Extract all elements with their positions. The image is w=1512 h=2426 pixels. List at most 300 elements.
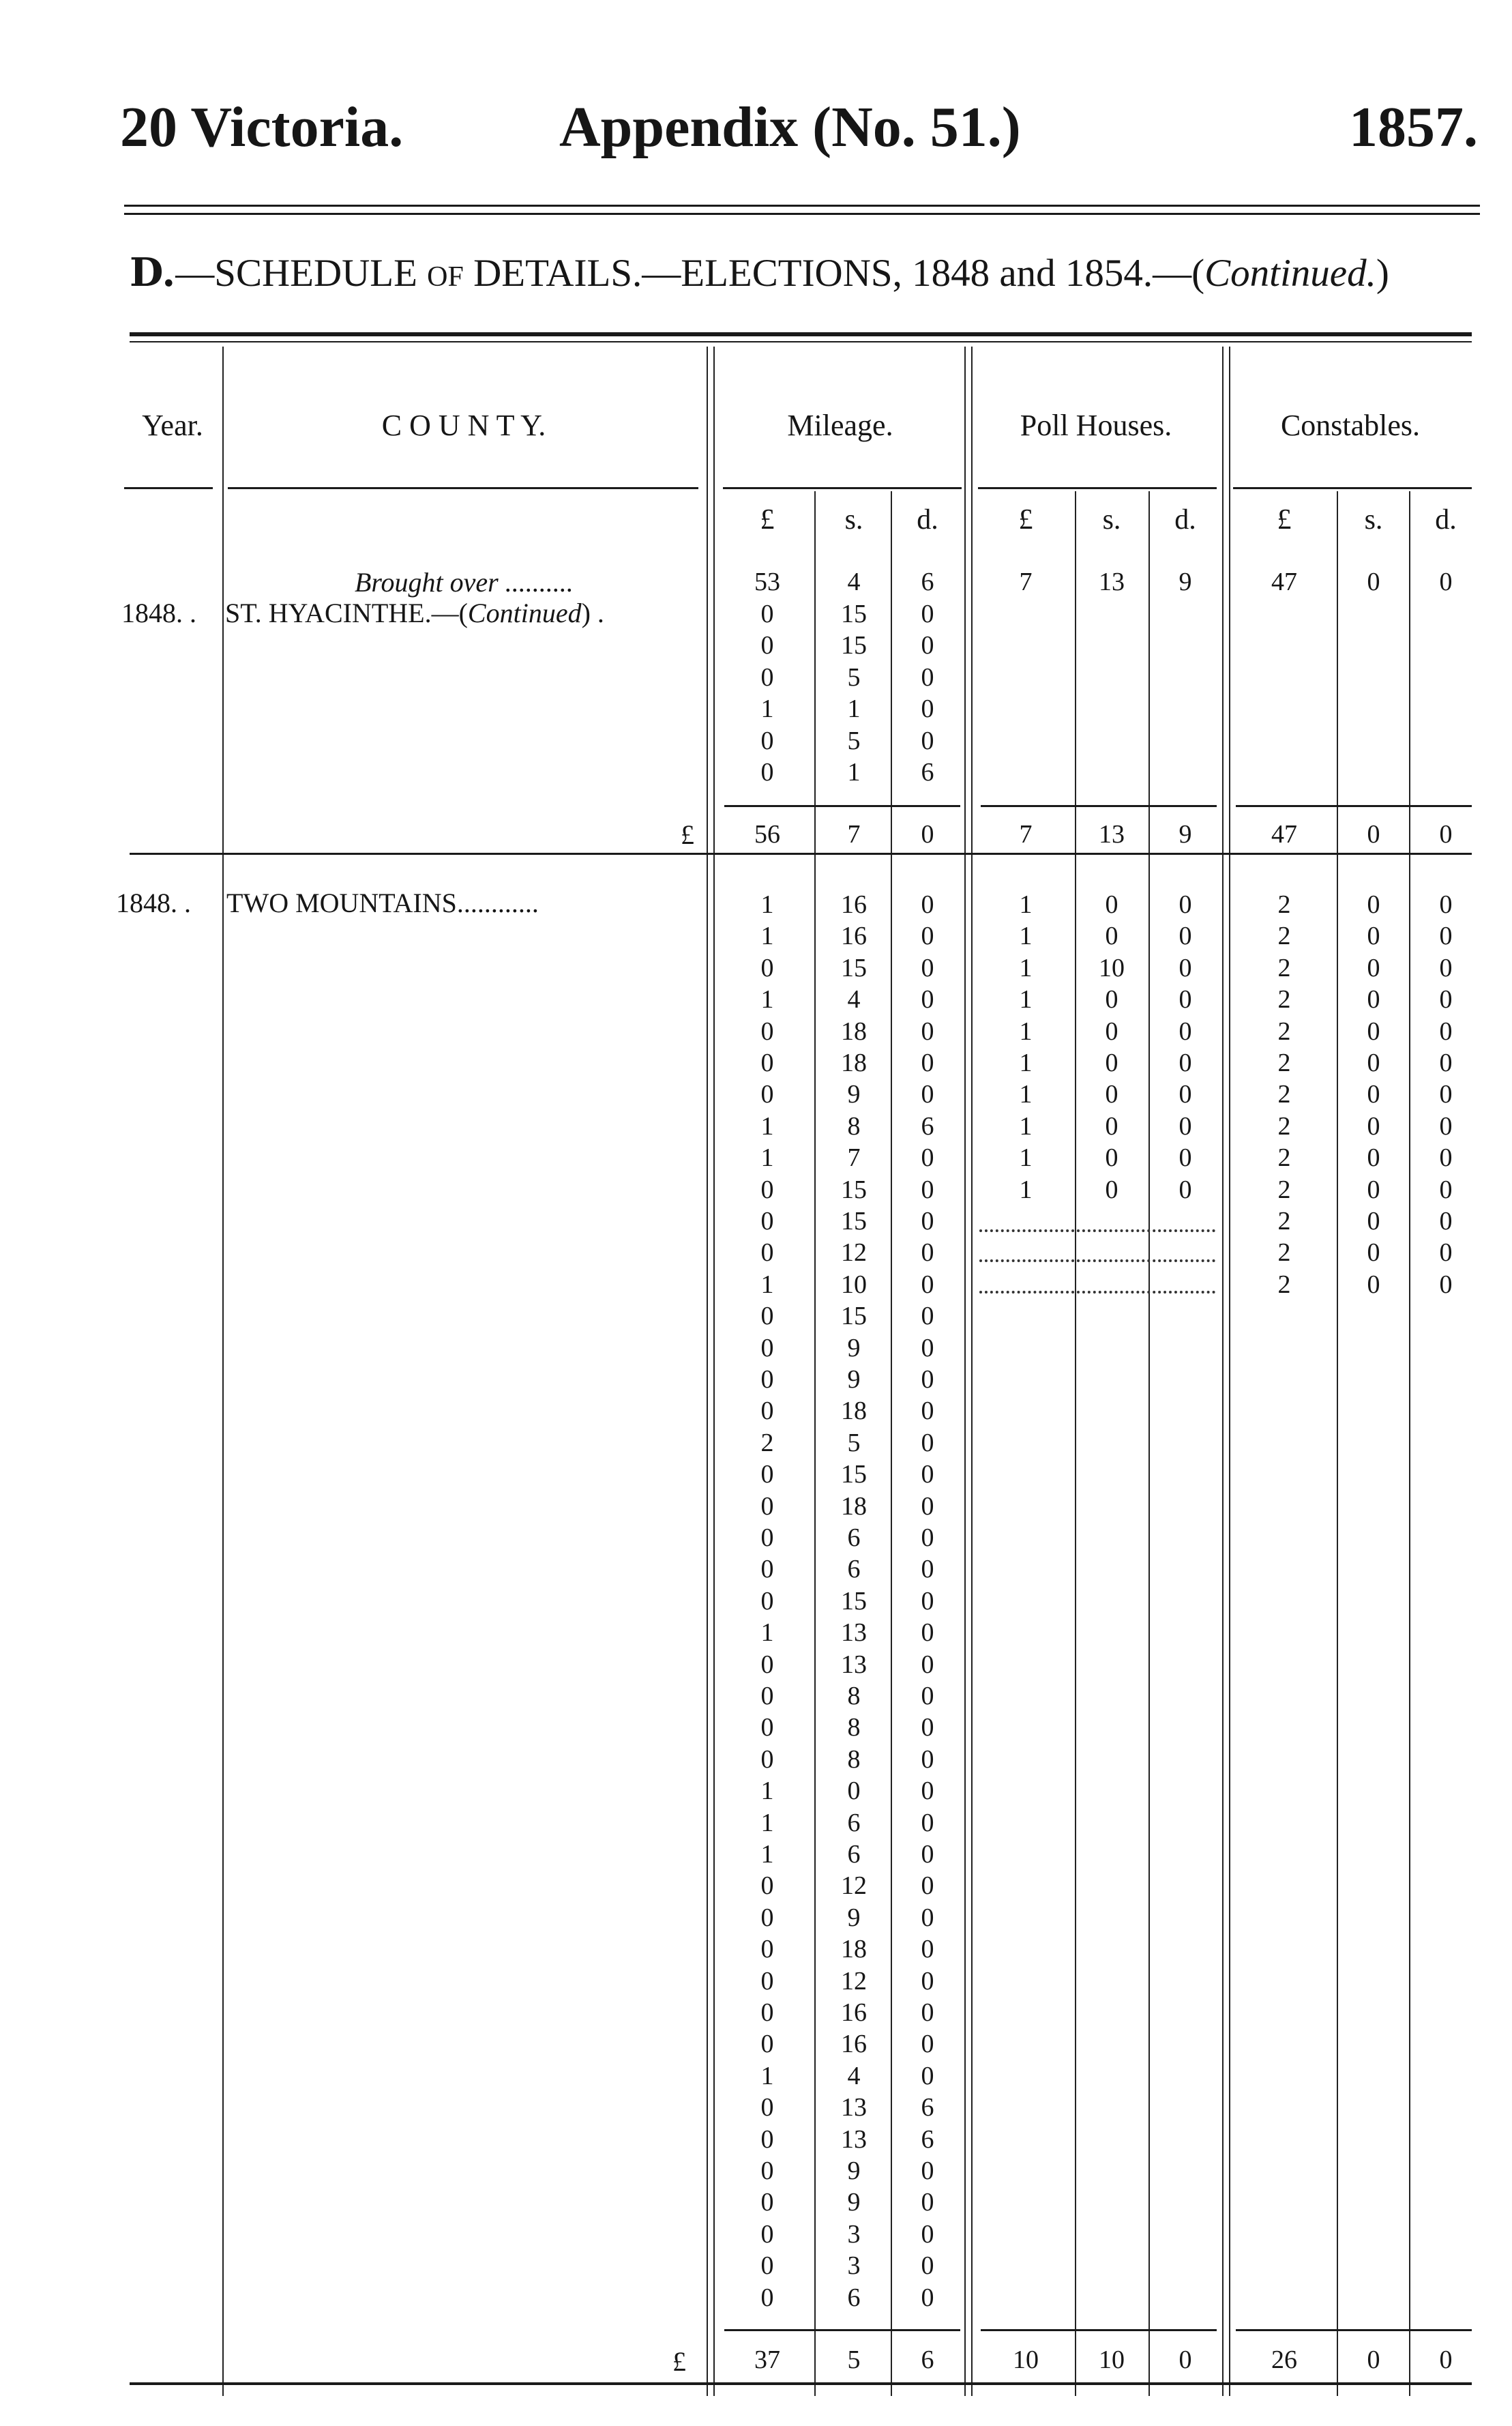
table-cell: 6 bbox=[847, 1808, 861, 1837]
total-cell: 0 bbox=[1367, 820, 1380, 849]
table-cell: 0 bbox=[760, 2188, 774, 2217]
rule-year-county bbox=[222, 347, 224, 2396]
table-cell: 9 bbox=[847, 1333, 861, 1362]
table-cell: 0 bbox=[921, 1017, 934, 1046]
table-cell: 2 bbox=[1277, 1049, 1291, 1077]
table-cell: 1 bbox=[760, 1143, 774, 1173]
table-cell: 15 bbox=[841, 953, 867, 982]
table-cell: 1 bbox=[1019, 1080, 1033, 1109]
table-cell: 0 bbox=[760, 1397, 774, 1426]
section1-year: 1848. . bbox=[121, 598, 196, 628]
table-cell: 0 bbox=[760, 1365, 774, 1394]
table-cell: 0 bbox=[921, 726, 934, 755]
table-top-rule bbox=[130, 332, 1472, 336]
table-cell: 0 bbox=[760, 2157, 774, 2185]
table-cell: 0 bbox=[921, 1682, 934, 1710]
schedule-title: D.—SCHEDULE OF DETAILS.—ELECTIONS, 1848 and 1854.—(Continued.) bbox=[130, 250, 1389, 295]
table-cell: 16 bbox=[841, 2030, 867, 2059]
table-cell: 0 bbox=[921, 1808, 934, 1837]
table-cell: 0 bbox=[760, 599, 774, 628]
table-cell: 2 bbox=[1277, 1207, 1291, 1236]
table-cell: 0 bbox=[1367, 1175, 1380, 1204]
table-cell: 0 bbox=[760, 2093, 774, 2122]
table-cell: 10 bbox=[1099, 953, 1125, 982]
table-cell: 15 bbox=[841, 1175, 867, 1204]
header-rule-bottom bbox=[124, 213, 1480, 215]
table-cell: 16 bbox=[841, 1998, 867, 2027]
total-cell: 26 bbox=[1271, 2345, 1297, 2374]
table-cell: 0 bbox=[921, 2283, 934, 2312]
table-cell: 0 bbox=[760, 1491, 774, 1521]
table-cell: 0 bbox=[921, 1555, 934, 1584]
table-cell: 0 bbox=[760, 1586, 774, 1616]
table-cell: 18 bbox=[841, 1017, 867, 1046]
table-cell: 1 bbox=[760, 1618, 774, 1648]
table-cell: 0 bbox=[847, 1777, 861, 1806]
table-cell: 0 bbox=[760, 1207, 774, 1236]
section2-total-rule-poll bbox=[981, 2329, 1217, 2331]
table-cell: 0 bbox=[1439, 985, 1453, 1014]
header-underline-pollhouses bbox=[978, 487, 1217, 489]
table-cell: 0 bbox=[1367, 1017, 1380, 1046]
table-cell: 2 bbox=[1277, 1080, 1291, 1109]
table-cell: 15 bbox=[841, 631, 867, 660]
section2-total-rule-mileage bbox=[724, 2329, 960, 2331]
table-cell: 2 bbox=[760, 1428, 774, 1457]
total-cell: 7 bbox=[1019, 820, 1033, 849]
table-cell: 16 bbox=[841, 890, 867, 919]
table-cell: 0 bbox=[760, 1966, 774, 1996]
table-cell: 1 bbox=[760, 1111, 774, 1141]
table-cell: 1 bbox=[1019, 1111, 1033, 1141]
rule-mileage-shilling bbox=[891, 491, 892, 2396]
table-cell: 0 bbox=[760, 1080, 774, 1109]
table-cell: 1 bbox=[760, 1840, 774, 1869]
rule-county-mileage-2 bbox=[713, 347, 715, 2396]
table-cell: 15 bbox=[841, 1302, 867, 1331]
header-volume: 20 Victoria. bbox=[120, 96, 404, 159]
table-cell: 1 bbox=[1019, 1049, 1033, 1077]
poll-pound-header: £ bbox=[1018, 504, 1033, 536]
section1-total-symbol: £ bbox=[681, 819, 694, 850]
table-cell: 0 bbox=[921, 1207, 934, 1236]
table-cell: 2 bbox=[1277, 1175, 1291, 1204]
table-cell: 15 bbox=[841, 1460, 867, 1489]
rule-mileage-pound bbox=[814, 491, 816, 2396]
table-cell: 0 bbox=[760, 2251, 774, 2281]
table-cell: 2 bbox=[1277, 1111, 1291, 1141]
table-cell: 0 bbox=[921, 695, 934, 723]
table-cell: 6 bbox=[921, 2124, 934, 2154]
total-cell: 37 bbox=[754, 2345, 780, 2374]
table-cell: 1 bbox=[1019, 985, 1033, 1014]
table-cell: 1 bbox=[847, 758, 861, 787]
col-pollhouses-header: Poll Houses. bbox=[1020, 409, 1172, 442]
table-cell: 0 bbox=[1439, 953, 1453, 982]
table-cell: 15 bbox=[841, 1207, 867, 1236]
table-cell: 0 bbox=[760, 1935, 774, 1964]
table-cell: 1 bbox=[760, 890, 774, 919]
table-cell: 0 bbox=[1367, 568, 1380, 596]
rule-mileage-poll-2 bbox=[971, 347, 973, 2396]
table-cell: 13 bbox=[1099, 568, 1125, 596]
table-cell: 4 bbox=[847, 568, 861, 596]
table-cell: 1 bbox=[1019, 1143, 1033, 1173]
table-cell: 0 bbox=[921, 1998, 934, 2027]
total-cell: 56 bbox=[754, 820, 780, 849]
table-cell: 5 bbox=[847, 1428, 861, 1457]
table-cell: 47 bbox=[1271, 568, 1297, 596]
table-cell: 0 bbox=[1367, 985, 1380, 1014]
table-cell: 0 bbox=[1439, 1238, 1453, 1268]
header-underline-mileage bbox=[723, 487, 962, 489]
table-cell: 0 bbox=[921, 1744, 934, 1774]
header-underline-constables bbox=[1233, 487, 1472, 489]
table-cell: 0 bbox=[760, 1175, 774, 1204]
table-cell: 0 bbox=[921, 1049, 934, 1077]
table-cell: 0 bbox=[921, 1840, 934, 1869]
total-cell: 7 bbox=[847, 820, 861, 849]
table-cell: 0 bbox=[1179, 953, 1192, 982]
table-cell: 12 bbox=[841, 1238, 867, 1268]
table-cell: 0 bbox=[921, 2188, 934, 2217]
table-cell: 0 bbox=[921, 1302, 934, 1331]
table-cell: 0 bbox=[1105, 1080, 1118, 1109]
table-cell: 1 bbox=[760, 695, 774, 723]
col-year-header: Year. bbox=[142, 409, 203, 442]
section-divider bbox=[130, 853, 1472, 855]
rule-poll-shilling bbox=[1148, 491, 1150, 2396]
table-cell: 0 bbox=[760, 1650, 774, 1679]
table-cell: 1 bbox=[760, 922, 774, 951]
table-cell: 0 bbox=[921, 1428, 934, 1457]
table-cell: 0 bbox=[1179, 1175, 1192, 1204]
table-cell: 0 bbox=[760, 1333, 774, 1362]
table-cell: 2 bbox=[1277, 922, 1291, 951]
table-cell: 13 bbox=[841, 1650, 867, 1679]
table-cell: 0 bbox=[760, 1555, 774, 1584]
table-cell: 0 bbox=[1439, 1207, 1453, 1236]
table-cell: 0 bbox=[1179, 1049, 1192, 1077]
table-cell: 0 bbox=[1439, 1017, 1453, 1046]
table-cell: 2 bbox=[1277, 1238, 1291, 1268]
table-cell: 0 bbox=[760, 1744, 774, 1774]
table-cell: 0 bbox=[760, 1903, 774, 1932]
table-cell: 9 bbox=[847, 1080, 861, 1109]
section1-county: ST. HYACINTHE.—(Continued) . bbox=[225, 598, 604, 628]
table-cell: 0 bbox=[921, 2251, 934, 2281]
rule-mileage-poll-1 bbox=[964, 347, 966, 2396]
table-cell: 0 bbox=[1439, 1143, 1453, 1173]
table-cell: 18 bbox=[841, 1049, 867, 1077]
table-cell: 0 bbox=[921, 1618, 934, 1648]
table-cell: 2 bbox=[1277, 985, 1291, 1014]
table-cell: 0 bbox=[760, 631, 774, 660]
table-cell: 0 bbox=[1367, 1080, 1380, 1109]
table-cell: 0 bbox=[1439, 1080, 1453, 1109]
table-cell: 5 bbox=[847, 662, 861, 692]
table-cell: 0 bbox=[760, 1871, 774, 1901]
rule-poll-constables-2 bbox=[1229, 347, 1230, 2396]
rule-constables-pound bbox=[1337, 491, 1338, 2396]
section1-total-rule-poll bbox=[981, 805, 1217, 807]
table-cell: 3 bbox=[847, 2219, 861, 2249]
table-cell: 12 bbox=[841, 1966, 867, 1996]
table-cell: 0 bbox=[760, 1523, 774, 1552]
table-cell: 2 bbox=[1277, 890, 1291, 919]
table-cell: 0 bbox=[921, 1523, 934, 1552]
table-cell: 0 bbox=[921, 662, 934, 692]
table-cell: 0 bbox=[921, 2061, 934, 2090]
table-cell: 0 bbox=[1367, 1207, 1380, 1236]
table-cell: 9 bbox=[1179, 568, 1192, 596]
table-cell: 10 bbox=[841, 1270, 867, 1299]
table-cell: 13 bbox=[841, 1618, 867, 1648]
poll-shilling-header: s. bbox=[1102, 504, 1121, 536]
table-cell: 0 bbox=[1179, 922, 1192, 951]
poll-pence-header: d. bbox=[1174, 504, 1196, 536]
table-cell: 0 bbox=[760, 758, 774, 787]
table-cell: 0 bbox=[760, 2219, 774, 2249]
table-cell: 1 bbox=[1019, 1175, 1033, 1204]
mileage-pence-header: d. bbox=[917, 504, 938, 536]
brought-over-label: Brought over .......... bbox=[355, 567, 574, 598]
table-cell: 0 bbox=[921, 890, 934, 919]
rule-constables-shilling bbox=[1409, 491, 1410, 2396]
table-cell: 0 bbox=[760, 1460, 774, 1489]
table-cell: 1 bbox=[1019, 1017, 1033, 1046]
total-cell: 0 bbox=[1439, 820, 1453, 849]
section1-total-rule-mileage bbox=[724, 805, 960, 807]
table-cell: 1 bbox=[1019, 890, 1033, 919]
table-cell: 0 bbox=[921, 922, 934, 951]
table-cell: 0 bbox=[1367, 1238, 1380, 1268]
table-cell: 0 bbox=[921, 1365, 934, 1394]
constables-pence-header: d. bbox=[1435, 504, 1457, 536]
section2-total-symbol: £ bbox=[672, 2346, 686, 2377]
table-cell: 0 bbox=[921, 1238, 934, 1268]
table-cell: 15 bbox=[841, 1586, 867, 1616]
col-constables-header: Constables. bbox=[1280, 409, 1421, 442]
table-cell: 0 bbox=[1439, 1270, 1453, 1299]
table-cell: 4 bbox=[847, 985, 861, 1014]
table-cell: 2 bbox=[1277, 1017, 1291, 1046]
table-cell: 0 bbox=[1179, 890, 1192, 919]
table-cell: 0 bbox=[1105, 922, 1118, 951]
total-cell: 0 bbox=[1179, 2345, 1192, 2374]
header-year: 1857. bbox=[1349, 96, 1478, 159]
table-cell: 16 bbox=[841, 922, 867, 951]
table-cell: 5 bbox=[847, 726, 861, 755]
table-cell: 2 bbox=[1277, 1143, 1291, 1173]
mileage-pound-header: £ bbox=[760, 504, 775, 536]
table-cell: 0 bbox=[1367, 953, 1380, 982]
table-cell: 7 bbox=[847, 1143, 861, 1173]
section2-county: TWO MOUNTAINS............ bbox=[226, 888, 539, 918]
section2-year: 1848. . bbox=[116, 888, 191, 918]
table-cell: 0 bbox=[921, 1270, 934, 1299]
col-mileage-header: Mileage. bbox=[787, 409, 893, 442]
table-cell: 0 bbox=[1179, 1111, 1192, 1141]
table-cell: 0 bbox=[760, 1998, 774, 2027]
total-cell: 0 bbox=[921, 820, 934, 849]
table-cell: 1 bbox=[760, 1808, 774, 1837]
table-cell: 0 bbox=[921, 1777, 934, 1806]
constables-pound-header: £ bbox=[1277, 504, 1292, 536]
table-cell: 8 bbox=[847, 1111, 861, 1141]
table-cell: 9 bbox=[847, 1365, 861, 1394]
table-cell: 0 bbox=[921, 1491, 934, 1521]
table-cell: 0 bbox=[921, 1175, 934, 1204]
poll-dotted-row-3 bbox=[979, 1291, 1215, 1294]
table-cell: 6 bbox=[847, 1555, 861, 1584]
table-cell: 13 bbox=[841, 2093, 867, 2122]
table-cell: 0 bbox=[1179, 1143, 1192, 1173]
section1-total-rule-constables bbox=[1236, 805, 1472, 807]
table-cell: 1 bbox=[1019, 953, 1033, 982]
table-cell: 0 bbox=[1367, 890, 1380, 919]
constables-shilling-header: s. bbox=[1364, 504, 1383, 536]
table-cell: 0 bbox=[760, 1049, 774, 1077]
table-cell: 1 bbox=[1019, 922, 1033, 951]
table-cell: 0 bbox=[921, 1713, 934, 1742]
table-cell: 0 bbox=[921, 1871, 934, 1901]
table-cell: 9 bbox=[847, 2157, 861, 2185]
poll-dotted-row-1 bbox=[979, 1229, 1215, 1232]
table-cell: 53 bbox=[754, 568, 780, 596]
table-cell: 0 bbox=[1105, 890, 1118, 919]
table-cell: 0 bbox=[921, 631, 934, 660]
section2-total-rule-constables bbox=[1236, 2329, 1472, 2331]
table-cell: 0 bbox=[1367, 1049, 1380, 1077]
table-cell: 4 bbox=[847, 2061, 861, 2090]
table-cell: 0 bbox=[921, 1333, 934, 1362]
table-cell: 8 bbox=[847, 1744, 861, 1774]
table-cell: 12 bbox=[841, 1871, 867, 1901]
table-cell: 7 bbox=[1019, 568, 1033, 596]
table-cell: 0 bbox=[760, 1017, 774, 1046]
table-cell: 6 bbox=[921, 1111, 934, 1141]
table-cell: 0 bbox=[1367, 1111, 1380, 1141]
table-cell: 0 bbox=[760, 662, 774, 692]
table-cell: 8 bbox=[847, 1682, 861, 1710]
table-cell: 3 bbox=[847, 2251, 861, 2281]
header-underline-county bbox=[228, 487, 698, 489]
table-cell: 0 bbox=[1439, 1111, 1453, 1141]
rule-poll-constables-1 bbox=[1222, 347, 1224, 2396]
table-cell: 0 bbox=[921, 1650, 934, 1679]
table-cell: 0 bbox=[760, 2124, 774, 2154]
table-cell: 6 bbox=[847, 2283, 861, 2312]
table-cell: 0 bbox=[1179, 1080, 1192, 1109]
table-cell: 0 bbox=[1439, 890, 1453, 919]
table-cell: 0 bbox=[1105, 1111, 1118, 1141]
table-cell: 0 bbox=[1367, 1270, 1380, 1299]
table-cell: 0 bbox=[921, 953, 934, 982]
table-cell: 0 bbox=[1367, 922, 1380, 951]
rule-county-mileage-1 bbox=[707, 347, 708, 2396]
table-cell: 6 bbox=[847, 1840, 861, 1869]
table-cell: 0 bbox=[921, 1460, 934, 1489]
table-cell: 1 bbox=[760, 985, 774, 1014]
table-cell: 8 bbox=[847, 1713, 861, 1742]
table-cell: 9 bbox=[847, 1903, 861, 1932]
col-county-header: C O U N T Y. bbox=[381, 409, 546, 442]
table-cell: 0 bbox=[921, 2157, 934, 2185]
table-cell: 0 bbox=[921, 1397, 934, 1426]
table-cell: 15 bbox=[841, 599, 867, 628]
table-cell: 6 bbox=[847, 1523, 861, 1552]
table-cell: 13 bbox=[841, 2124, 867, 2154]
mileage-shilling-header: s. bbox=[844, 504, 863, 536]
table-cell: 0 bbox=[921, 1935, 934, 1964]
table-cell: 0 bbox=[921, 599, 934, 628]
header-appendix: Appendix (No. 51.) bbox=[559, 96, 1021, 159]
table-cell: 0 bbox=[760, 2283, 774, 2312]
table-top-rule-thin bbox=[130, 341, 1472, 342]
table-cell: 18 bbox=[841, 1397, 867, 1426]
table-cell: 2 bbox=[1277, 1270, 1291, 1299]
table-cell: 0 bbox=[1179, 985, 1192, 1014]
total-cell: 10 bbox=[1013, 2345, 1039, 2374]
table-cell: 0 bbox=[921, 1903, 934, 1932]
header-underline-year bbox=[124, 487, 213, 489]
table-cell: 0 bbox=[1105, 1175, 1118, 1204]
table-cell: 0 bbox=[1105, 1049, 1118, 1077]
table-cell: 0 bbox=[1367, 1143, 1380, 1173]
total-cell: 10 bbox=[1099, 2345, 1125, 2374]
total-cell: 5 bbox=[847, 2345, 861, 2374]
table-cell: 18 bbox=[841, 1491, 867, 1521]
table-cell: 0 bbox=[921, 1586, 934, 1616]
table-cell: 6 bbox=[921, 568, 934, 596]
table-cell: 2 bbox=[1277, 953, 1291, 982]
table-cell: 0 bbox=[921, 2030, 934, 2059]
header-rule-top bbox=[124, 205, 1480, 207]
table-cell: 0 bbox=[760, 953, 774, 982]
rule-poll-pound bbox=[1075, 491, 1076, 2396]
table-cell: 0 bbox=[1439, 568, 1453, 596]
table-cell: 1 bbox=[760, 1270, 774, 1299]
total-cell: 0 bbox=[1439, 2345, 1453, 2374]
table-cell: 9 bbox=[847, 2188, 861, 2217]
table-cell: 0 bbox=[1439, 922, 1453, 951]
table-cell: 0 bbox=[921, 1143, 934, 1173]
table-cell: 0 bbox=[760, 1713, 774, 1742]
table-cell: 6 bbox=[921, 758, 934, 787]
table-cell: 18 bbox=[841, 1935, 867, 1964]
table-cell: 6 bbox=[921, 2093, 934, 2122]
table-cell: 0 bbox=[760, 2030, 774, 2059]
table-cell: 0 bbox=[921, 2219, 934, 2249]
table-cell: 0 bbox=[760, 1682, 774, 1710]
table-cell: 1 bbox=[760, 2061, 774, 2090]
table-cell: 0 bbox=[1105, 1017, 1118, 1046]
table-cell: 0 bbox=[760, 726, 774, 755]
table-cell: 0 bbox=[1105, 985, 1118, 1014]
total-cell: 0 bbox=[1367, 2345, 1380, 2374]
table-cell: 0 bbox=[1439, 1175, 1453, 1204]
table-cell: 0 bbox=[1439, 1049, 1453, 1077]
table-cell: 0 bbox=[921, 1080, 934, 1109]
table-cell: 0 bbox=[1179, 1017, 1192, 1046]
total-cell: 13 bbox=[1099, 820, 1125, 849]
table-cell: 1 bbox=[760, 1777, 774, 1806]
table-cell: 1 bbox=[847, 695, 861, 723]
table-cell: 0 bbox=[921, 1966, 934, 1996]
total-cell: 9 bbox=[1179, 820, 1192, 849]
total-cell: 6 bbox=[921, 2345, 934, 2374]
